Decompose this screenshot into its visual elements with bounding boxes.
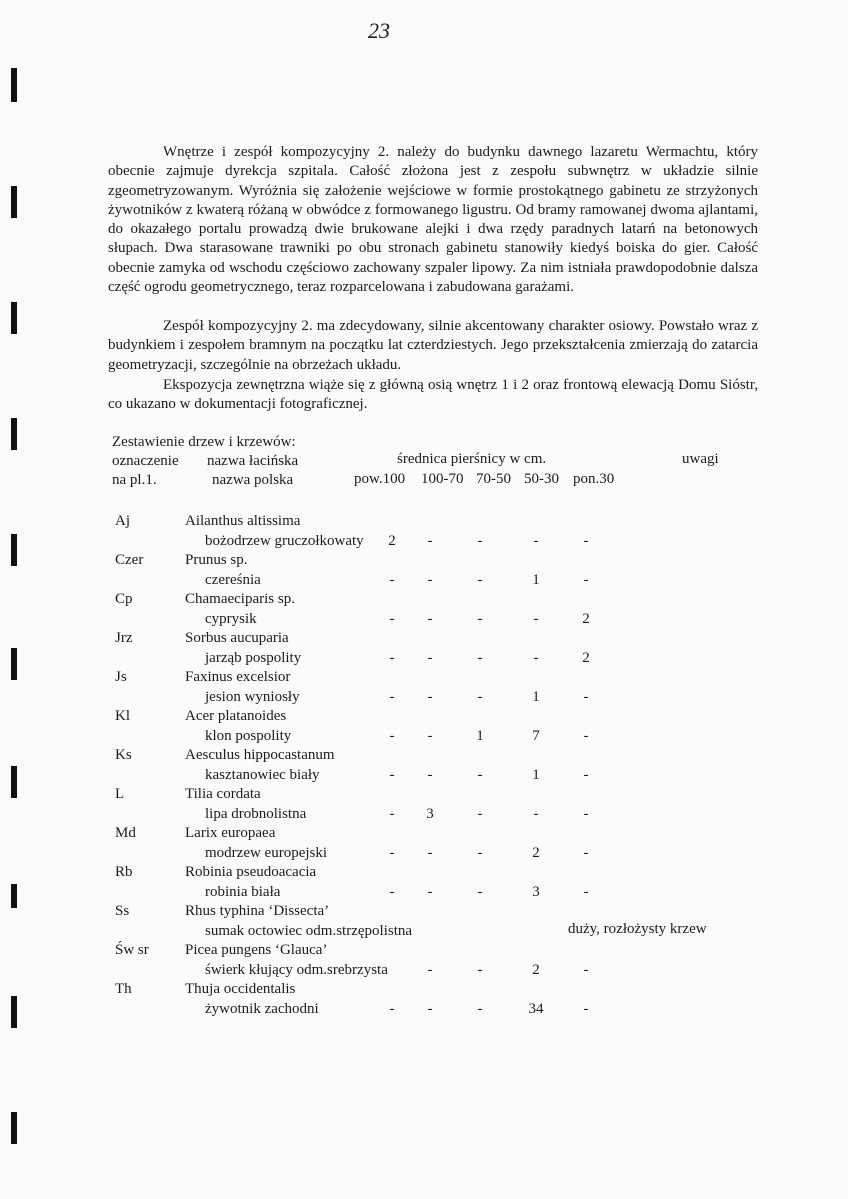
- diameter-value: -: [427, 572, 433, 588]
- diameter-value: -: [477, 650, 483, 666]
- remark: duży, rozłożysty krzew: [568, 921, 707, 937]
- diameter-value: -: [477, 806, 483, 822]
- diameter-value: -: [427, 767, 433, 783]
- diameter-value: -: [583, 962, 589, 978]
- polish-name: robinia biała: [205, 884, 281, 900]
- diameter-value: 7: [532, 728, 540, 744]
- latin-name: Tilia cordata: [185, 786, 261, 802]
- diameter-value: -: [533, 806, 539, 822]
- header-napl: na pl.1.: [112, 472, 157, 488]
- polish-name: świerk kłujący odm.srebrzysta: [205, 962, 388, 978]
- latin-name: Larix europaea: [185, 825, 276, 841]
- header-polish-name: nazwa polska: [212, 472, 294, 488]
- diameter-value: -: [583, 884, 589, 900]
- diameter-value: -: [427, 728, 433, 744]
- table-row: [0, 630, 848, 670]
- diameter-value: -: [427, 533, 433, 549]
- header-class-5: pon.30: [573, 471, 615, 487]
- diameter-value: -: [477, 689, 483, 705]
- diameter-value: -: [533, 611, 539, 627]
- paragraph-3: Ekspozycja zewnętrzna wiąże się z główną osią wnętrz 1 i 2 oraz frontową elewacją Domu Sióstr, co ukazano w dokumentacji fotograficznej.: [108, 377, 758, 413]
- binder-mark: [11, 68, 17, 102]
- diameter-value: 2: [532, 962, 540, 978]
- header-class-3: 70-50: [476, 471, 511, 487]
- diameter-value: -: [583, 845, 589, 861]
- diameter-value: -: [477, 1001, 483, 1017]
- diameter-value: -: [477, 884, 483, 900]
- table-row: [0, 903, 848, 943]
- diameter-value: -: [583, 533, 589, 549]
- table-row: [0, 981, 848, 1021]
- diameter-value: -: [583, 806, 589, 822]
- diameter-value: -: [533, 533, 539, 549]
- header-oznaczenie: oznaczenie: [112, 453, 179, 469]
- latin-name: Picea pungens ‘Glauca’: [185, 942, 328, 958]
- diameter-value: 1: [532, 689, 540, 705]
- plan-symbol: Kl: [115, 708, 130, 724]
- diameter-value: -: [427, 962, 433, 978]
- plan-symbol: Th: [115, 981, 132, 997]
- diameter-value: 34: [528, 1001, 544, 1017]
- table-row: [0, 825, 848, 865]
- diameter-value: -: [427, 689, 433, 705]
- diameter-value: -: [583, 728, 589, 744]
- diameter-value: -: [389, 884, 395, 900]
- plan-symbol: Aj: [115, 513, 130, 529]
- diameter-value: -: [533, 650, 539, 666]
- diameter-value: -: [583, 689, 589, 705]
- plan-symbol: Ss: [115, 903, 130, 919]
- header-class-2: 100-70: [421, 471, 464, 487]
- polish-name: modrzew europejski: [205, 845, 328, 861]
- diameter-value: 1: [532, 767, 540, 783]
- plan-symbol: Ks: [115, 747, 132, 763]
- diameter-value: -: [477, 767, 483, 783]
- plan-symbol: Cp: [115, 591, 133, 607]
- diameter-value: -: [583, 572, 589, 588]
- diameter-value: 2: [582, 650, 590, 666]
- diameter-value: 1: [532, 572, 540, 588]
- paragraph-1: Wnętrze i zespół kompozycyjny 2. należy do budynku dawnego lazaretu Wermachtu, który obecnie zajmuje dyrekcja szpitala. Całość złożona jest z zespołu subwnętrz w układzie silnie zgeometryzowanym. Wyróżnia się założenie wejściowe w formie prostokątnego gabinetu ze strzyżonych żywotników z kwaterą różaną w obwódce z formowanego ligustru. Od bramy ramowanej dwoma ajlantami, do okazałego portalu prowadzą dwie brukowane alejki i dwa rzędy paradnych latarń na betonowych słupach. Dwa starasowane trawniki po obu stronach gabinetu stanowiły kiedyś boiska do gier. Całość obecnie zamyka od wschodu częściowo zachowany szpaler lipowy. Za nim istniała prawdopodobnie dalsza część ogrodu geometrycznego, teraz rozparcelowana i zabudowana garażami.: [108, 144, 758, 296]
- binder-mark: [11, 186, 17, 218]
- diameter-value: -: [427, 884, 433, 900]
- table-row: [0, 747, 848, 787]
- latin-name: Acer platanoides: [185, 708, 287, 724]
- binder-mark: [11, 302, 17, 334]
- plan-symbol: Jrz: [115, 630, 133, 646]
- plan-symbol: Md: [115, 825, 136, 841]
- latin-name: Aesculus hippocastanum: [185, 747, 335, 763]
- polish-name: jarząb pospolity: [205, 650, 302, 666]
- diameter-value: -: [389, 611, 395, 627]
- diameter-value: -: [477, 845, 483, 861]
- polish-name: kasztanowiec biały: [205, 767, 320, 783]
- latin-name: Robinia pseudoacacia: [185, 864, 317, 880]
- header-diameter: średnica pierśnicy w cm.: [397, 451, 547, 467]
- latin-name: Chamaeciparis sp.: [185, 591, 295, 607]
- latin-name: Faxinus excelsior: [185, 669, 291, 685]
- plan-symbol: Rb: [115, 864, 133, 880]
- diameter-value: 2: [532, 845, 540, 861]
- diameter-value: -: [477, 611, 483, 627]
- diameter-value: -: [389, 572, 395, 588]
- header-latin-name: nazwa łacińska: [207, 453, 299, 469]
- paragraph-2: Zespół kompozycyjny 2. ma zdecydowany, silnie akcentowany charakter osiowy. Powstało wraz z budynkiem i zespołem bramnym na początku lat czterdziestych. Jego przekształcenia zmierzają do zatarcia geometryzacji, szczególnie na obrzeżach układu.: [108, 318, 758, 373]
- diameter-value: -: [389, 689, 395, 705]
- polish-name: czereśnia: [205, 572, 261, 588]
- polish-name: żywotnik zachodni: [205, 1001, 319, 1017]
- plan-symbol: L: [115, 786, 125, 802]
- header-class-4: 50-30: [524, 471, 559, 487]
- diameter-value: 2: [582, 611, 590, 627]
- plan-symbol: Św sr: [115, 942, 149, 958]
- header-class-1: pow.100: [354, 471, 406, 487]
- diameter-value: -: [389, 767, 395, 783]
- table-row: [0, 942, 848, 982]
- plan-symbol: Czer: [115, 552, 144, 568]
- diameter-value: -: [427, 650, 433, 666]
- diameter-value: -: [389, 1001, 395, 1017]
- table-row: [0, 669, 848, 709]
- diameter-value: -: [427, 1001, 433, 1017]
- diameter-value: 2: [388, 533, 396, 549]
- plan-symbol: Js: [115, 669, 127, 685]
- latin-name: Prunus sp.: [185, 552, 248, 568]
- table-row: [0, 708, 848, 748]
- table-row: [0, 786, 848, 826]
- diameter-value: -: [477, 572, 483, 588]
- diameter-value: 1: [476, 728, 484, 744]
- diameter-value: -: [427, 845, 433, 861]
- diameter-value: -: [389, 728, 395, 744]
- diameter-value: -: [477, 533, 483, 549]
- page-number: 23: [368, 18, 390, 43]
- diameter-value: -: [389, 650, 395, 666]
- binder-mark: [11, 1112, 17, 1144]
- diameter-value: 3: [426, 806, 434, 822]
- polish-name: sumak octowiec odm.strzępolistna: [205, 923, 413, 939]
- latin-name: Rhus typhina ‘Dissecta’: [185, 903, 330, 919]
- latin-name: Ailanthus altissima: [185, 513, 301, 529]
- diameter-value: -: [389, 845, 395, 861]
- polish-name: klon pospolity: [205, 728, 292, 744]
- polish-name: lipa drobnolistna: [205, 806, 307, 822]
- diameter-value: 3: [532, 884, 540, 900]
- polish-name: bożodrzew gruczołkowaty: [205, 533, 364, 549]
- latin-name: Thuja occidentalis: [185, 981, 296, 997]
- header-remarks: uwagi: [682, 451, 719, 467]
- binder-mark: [11, 418, 17, 450]
- table-title: Zestawienie drzew i krzewów:: [112, 434, 296, 450]
- table-row: [0, 591, 848, 631]
- diameter-value: -: [583, 767, 589, 783]
- diameter-value: -: [389, 806, 395, 822]
- diameter-value: -: [427, 611, 433, 627]
- polish-name: jesion wyniosły: [205, 689, 300, 705]
- diameter-value: -: [477, 962, 483, 978]
- diameter-value: -: [583, 1001, 589, 1017]
- latin-name: Sorbus aucuparia: [185, 630, 289, 646]
- table-row: [0, 513, 848, 553]
- table-row: [0, 552, 848, 592]
- table-row: [0, 864, 848, 904]
- polish-name: cyprysik: [205, 611, 257, 627]
